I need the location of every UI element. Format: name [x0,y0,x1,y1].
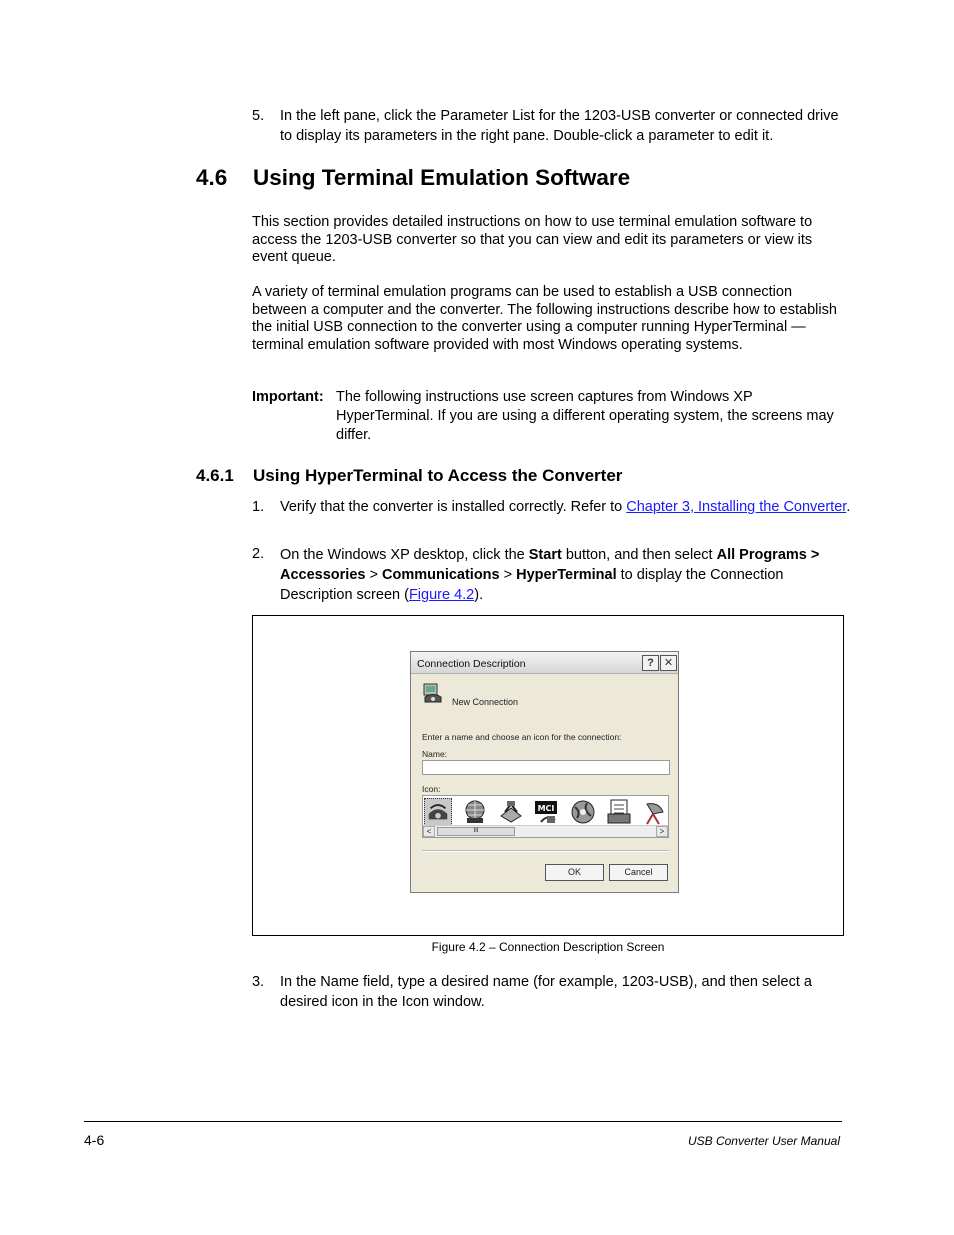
mci-icon[interactable] [533,798,561,826]
icon-label: Icon: [422,784,441,794]
page-number: 4-6 [84,1132,105,1148]
step-text-part: to display the Connection Description screen ( [280,567,784,603]
globe-icon[interactable] [569,798,597,826]
step-text-part: > [499,567,517,583]
cancel-button[interactable]: Cancel [609,864,668,881]
modem-icon[interactable] [497,798,525,826]
phone-icon[interactable] [424,798,452,826]
hyperterminal-paragraph: A variety of terminal emulation programs can be used to establish a USB connection between a computer and the converter. The following instructions describe how to establish the initial USB connection to the converter using a computer running HyperTerminal — terminal emulation software provided with most Windows operating systems. [252,284,837,353]
menu-all-programs-accessories: All Programs > Accessories [280,547,820,583]
subsection-heading [196,466,622,486]
subsection-title: Using HyperTerminal to Access the Converter [253,466,623,485]
step-text [280,498,852,518]
step-text: In the left pane, click the Parameter List for the 1203-USB converter or connected drive to display its parameters in the right pane. Double-click a parameter to edit it. [280,108,839,144]
step-text-part: button, and then select [561,547,717,563]
name-label: Name: [422,749,448,759]
ok-button[interactable]: OK [545,864,604,881]
scroll-left-button[interactable]: < [423,826,435,837]
step-text: In the Name field, type a desired name (for example, 1203-USB), and then select a desired icon in the Icon window. [280,974,812,1010]
intro-paragraph: This section provides detailed instructions on how to use terminal emulation software to access the 1203-USB converter so that you can view and edit its parameters or view its event queue. [252,214,813,265]
step-number: 2. [252,546,265,562]
section-number: 4.6 [196,165,228,190]
globe-phone-icon[interactable] [461,798,489,826]
step-text-part: On the Windows XP desktop, click the [280,547,529,563]
icon-list[interactable] [422,795,669,838]
subsection-number: 4.6.1 [196,466,234,485]
section-heading [196,165,630,191]
step-text-part: . [846,499,851,515]
step-text [280,545,852,605]
scroll-right-button[interactable]: > [656,826,668,837]
scroll-thumb[interactable]: III [437,827,515,836]
icon-scrollbar[interactable] [423,825,668,837]
step-text-part: ). [474,587,484,603]
menu-start: Start [528,547,562,563]
important-label: Important: [252,389,324,405]
section-title: Using Terminal Emulation Software [253,165,631,190]
step-number: 1. [252,499,265,515]
chapter-3-link[interactable]: Chapter 3, Installing the Converter [626,499,847,515]
phone-computer-icon [422,683,444,705]
instruction-text: Enter a name and choose an icon for the connection: [422,732,622,742]
mci-label: MCI [537,804,555,813]
menu-hyperterminal: HyperTerminal [516,567,617,583]
connection-description-dialog [410,651,679,893]
dialog-separator [422,850,669,852]
step-text-part: Verify that the converter is installed correctly. Refer to [280,499,627,515]
step-number: 5. [252,108,265,124]
fax-icon[interactable] [605,798,633,826]
step-text-part: > [365,567,382,583]
name-input[interactable] [422,760,670,775]
new-connection-heading: New Connection [452,697,519,707]
close-button[interactable]: ✕ [660,655,677,671]
manual-title: USB Converter User Manual [687,1134,840,1148]
figure-caption: Figure 4.2 – Connection Description Screen [431,940,665,954]
menu-communications: Communications [381,567,500,583]
important-text: The following instructions use screen captures from Windows XP HyperTerminal. If you are using a different operating system, the screens may differ. [336,389,834,443]
dialog-title-bar[interactable] [411,652,678,674]
footer-rule [84,1121,842,1122]
help-button[interactable]: ? [642,655,659,671]
dialog-title: Connection Description [417,658,526,670]
figure-4-2-link[interactable]: Figure 4.2 [408,587,475,603]
dialog-body [412,674,677,891]
satellite-icon[interactable] [641,798,669,826]
step-number: 3. [252,974,265,990]
